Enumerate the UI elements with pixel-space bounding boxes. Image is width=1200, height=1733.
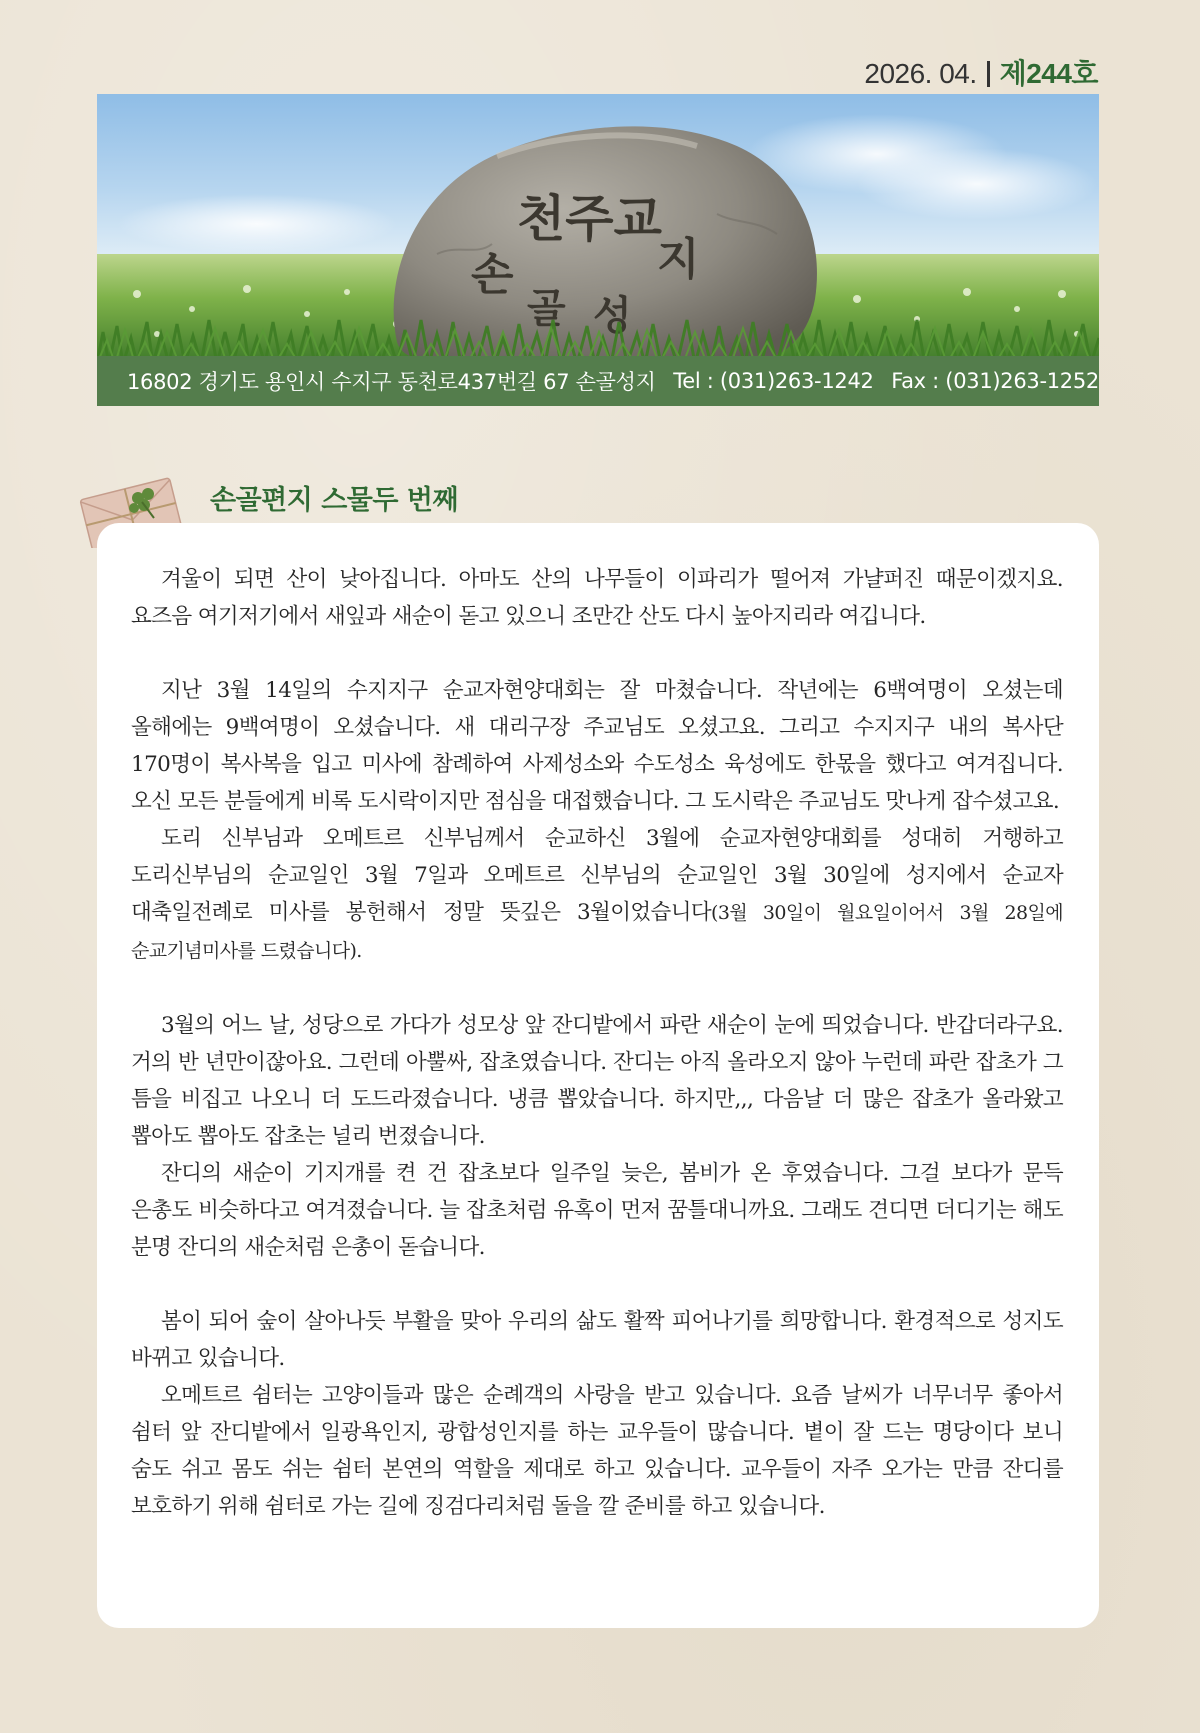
- paragraph-3-main: 도리 신부님과 오메트르 신부님께서 순교하신 3월에 순교자현양대회를 성대히 거행하고 도리신부님의 순교일인 3월 7일과 오메트르 신부님의 순교일인 3월 30일에 성지에서 순교자 대축일전례로 미사를 봉헌해서 정말 뜻깊은 3월이었습니다: [131, 826, 1063, 925]
- paragraph-7: 오메트르 쉼터는 고양이들과 많은 순례객의 사랑을 받고 있습니다. 요즘 날씨가 너무너무 좋아서 쉼터 앞 잔디밭에서 일광욕인지, 광합성인지를 하는 교우들이 많습니다. 볕이 잘 드는 명당이다 보니 숨도 쉬고 몸도 쉬는 쉼터 본연의 역할을 제대로 하고 있습니다. 교우들이 자주 오가는 만큼 잔디를 보호하기 위해 쉼터로 가는 길에 징검다리처럼 돌을 깔 준비를 하고 있습니다.: [131, 1383, 1063, 1519]
- stone-char-gol: 골: [527, 286, 566, 332]
- stone-char-seong: 성: [593, 293, 632, 339]
- issue-number: 제244호: [999, 58, 1098, 89]
- paragraph-3-note: (3월 30일이 월요일이어서 3월 28일에 순교기념미사를 드렸습니다).: [131, 902, 1063, 962]
- stone-char-son: 손: [471, 249, 514, 300]
- header-banner: [97, 94, 1099, 406]
- issue-info: [864, 52, 1098, 92]
- paragraph-1: 겨울이 되면 산이 낮아집니다. 아마도 산의 나무들이 이파리가 떨어져 가냘퍼진 때문이겠지요. 요즈음 여기저기에서 새잎과 새순이 돋고 있으니 조만간 산도 다시 높아지리라 여깁니다.: [131, 567, 1063, 629]
- letter-content: [97, 523, 1099, 1628]
- address-text: 16802 경기도 용인시 수지구 동천로437번길 67 손골성지: [127, 370, 656, 394]
- paragraph-3: [131, 820, 1063, 970]
- contact-bar: [97, 356, 1099, 406]
- stone-char-ji: 지: [657, 234, 700, 285]
- paragraph-6: 봄이 되어 숲이 살아나듯 부활을 맞아 우리의 삶도 활짝 피어나기를 희망합니다. 환경적으로 성지도 바뀌고 있습니다.: [131, 1309, 1063, 1371]
- stone-inscription-line1: 천주교: [517, 190, 662, 248]
- phone-number: Tel : (031)263-1242: [673, 369, 874, 393]
- paragraph-4: 3월의 어느 날, 성당으로 가다가 성모상 앞 잔디밭에서 파란 새순이 눈에 띄었습니다. 반갑더라구요. 거의 반 년만이잖아요. 그런데 아뿔싸, 잡초였습니다. 잔디는 아직 올라오지 않아 누런데 파란 잡초가 그 틈을 비집고 나오니 더 도드라졌습니다. 냉큼 뽑았습니다. 하지만,,, 다음날 더 많은 잡초가 올라왔고 뽑아도 뽑아도 잡초는 널리 번졌습니다.: [131, 1013, 1063, 1149]
- section-title: 손골편지 스물두 번째: [210, 485, 459, 516]
- issue-date: 2026. 04.: [864, 58, 977, 89]
- paragraph-2: 지난 3월 14일의 수지지구 순교자현양대회는 잘 마쳤습니다. 작년에는 6백여명이 오셨는데 올해에는 9백여명이 오셨습니다. 새 대리구장 주교님도 오셨고요. 그리고 수지지구 내의 복사단 170명이 복사복을 입고 미사에 참례하여 사제성소와 수도성소 육성에도 한몫을 했다고 여겨집니다. 오신 모든 분들에게 비록 도시락이지만 점심을 대접했습니다. 그 도시락은 주교님도 맛나게 잡수셨고요.: [131, 678, 1063, 814]
- issue-separator: [987, 61, 990, 87]
- fax-number: Fax : (031)263-1252: [891, 369, 1099, 393]
- paragraph-5: 잔디의 새순이 기지개를 켠 건 잡초보다 일주일 늦은, 봄비가 온 후였습니다. 그걸 보다가 문득 은총도 비슷하다고 여겨졌습니다. 늘 잡초처럼 유혹이 먼저 꿈틀대니까요. 그래도 견디면 더디기는 해도 분명 잔디의 새순처럼 은총이 돋습니다.: [131, 1161, 1063, 1260]
